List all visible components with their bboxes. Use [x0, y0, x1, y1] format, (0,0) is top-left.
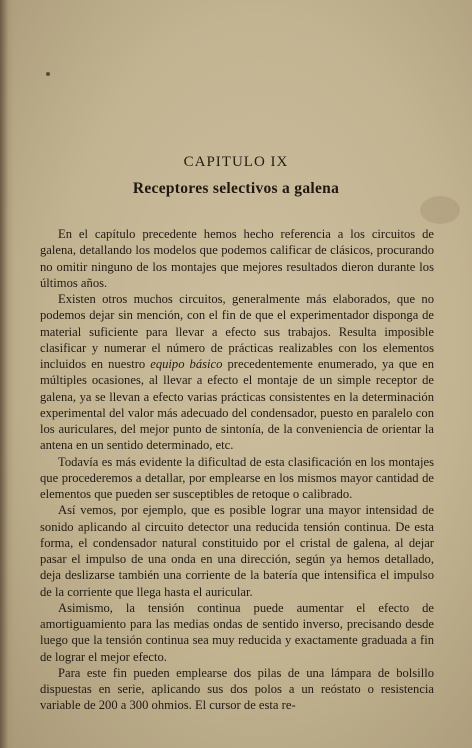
- chapter-heading: CAPITULO IX: [183, 154, 289, 170]
- paragraph-6: Para este fin pueden emplearse dos pilas de una lámpara de bolsillo dispuestas en serie, aplicando sus dos polos a un reóstato o resistencia variable de 200 a 300 ohmios. El cursor de esta re-: [40, 665, 434, 713]
- paper-stain: [420, 196, 460, 224]
- paragraph-2-before: Existen otros muchos circuitos, generalmente más elaborados, que no podemos dejar sin mención, con el fin de que el experimentador disponga de material suficiente para llevar a efecto sus trabajos. Resulta imposible clasificar y numerar el número de prácticas realizables con los elementos incluidos en nuestro: [40, 292, 434, 371]
- chapter-body: [40, 226, 434, 714]
- chapter-title: Receptores selectivos a galena: [132, 180, 340, 197]
- ink-speck: [46, 72, 50, 76]
- paragraph-2: [40, 291, 434, 454]
- paragraph-4: Así vemos, por ejemplo, que es posible lograr una mayor intensidad de sonido aplicando al circuito detector una reducida tensión continua. De esta forma, el condensador natural constituido por el cristal de galena, al dejar pasar el impulso de una onda en una dirección, según ya hemos detallado, deja deslizarse también una corriente de la batería que intensifica el impulso de la corriente que llega hasta el auricular.: [40, 503, 434, 599]
- paragraph-5: Asimismo, la tensión continua puede aumentar el efecto de amortiguamiento para las medias ondas de sentido inverso, precisando desde luego que la tensión continua sea muy reducida y exactamente graduada a fin de lograr el mejor efecto.: [40, 600, 434, 664]
- paragraph-1: En el capítulo precedente hemos hecho referencia a los circuitos de galena, detallando los modelos que podemos calificar de clásicos, procurando no omitir ninguno de los montajes que mejores resultados dieron durante los últimos años.: [40, 227, 434, 290]
- paragraph-2-after: precedentemente enumerado, ya que en múltiples ocasiones, al llevar a efecto el montaje de un simple receptor de galena, ya se llevan a efecto varias prácticas consistentes en la determinación experimental del valor más adecuado del condensador, puesto en paralelo con los auriculares, del mejor punto de sintonía, de la conveniencia de orientar la antena en un sentido determinado, etc.: [40, 357, 434, 453]
- paragraph-3: Todavía es más evidente la dificultad de esta clasificación en los montajes que procederemos a detallar, por emplearse en los mismos mayor cantidad de elementos que pueden ser susceptibles de retoque o calibrado.: [40, 454, 434, 501]
- paragraph-2-italic: equipo básico: [150, 357, 223, 371]
- page-gutter-shadow: [0, 0, 14, 748]
